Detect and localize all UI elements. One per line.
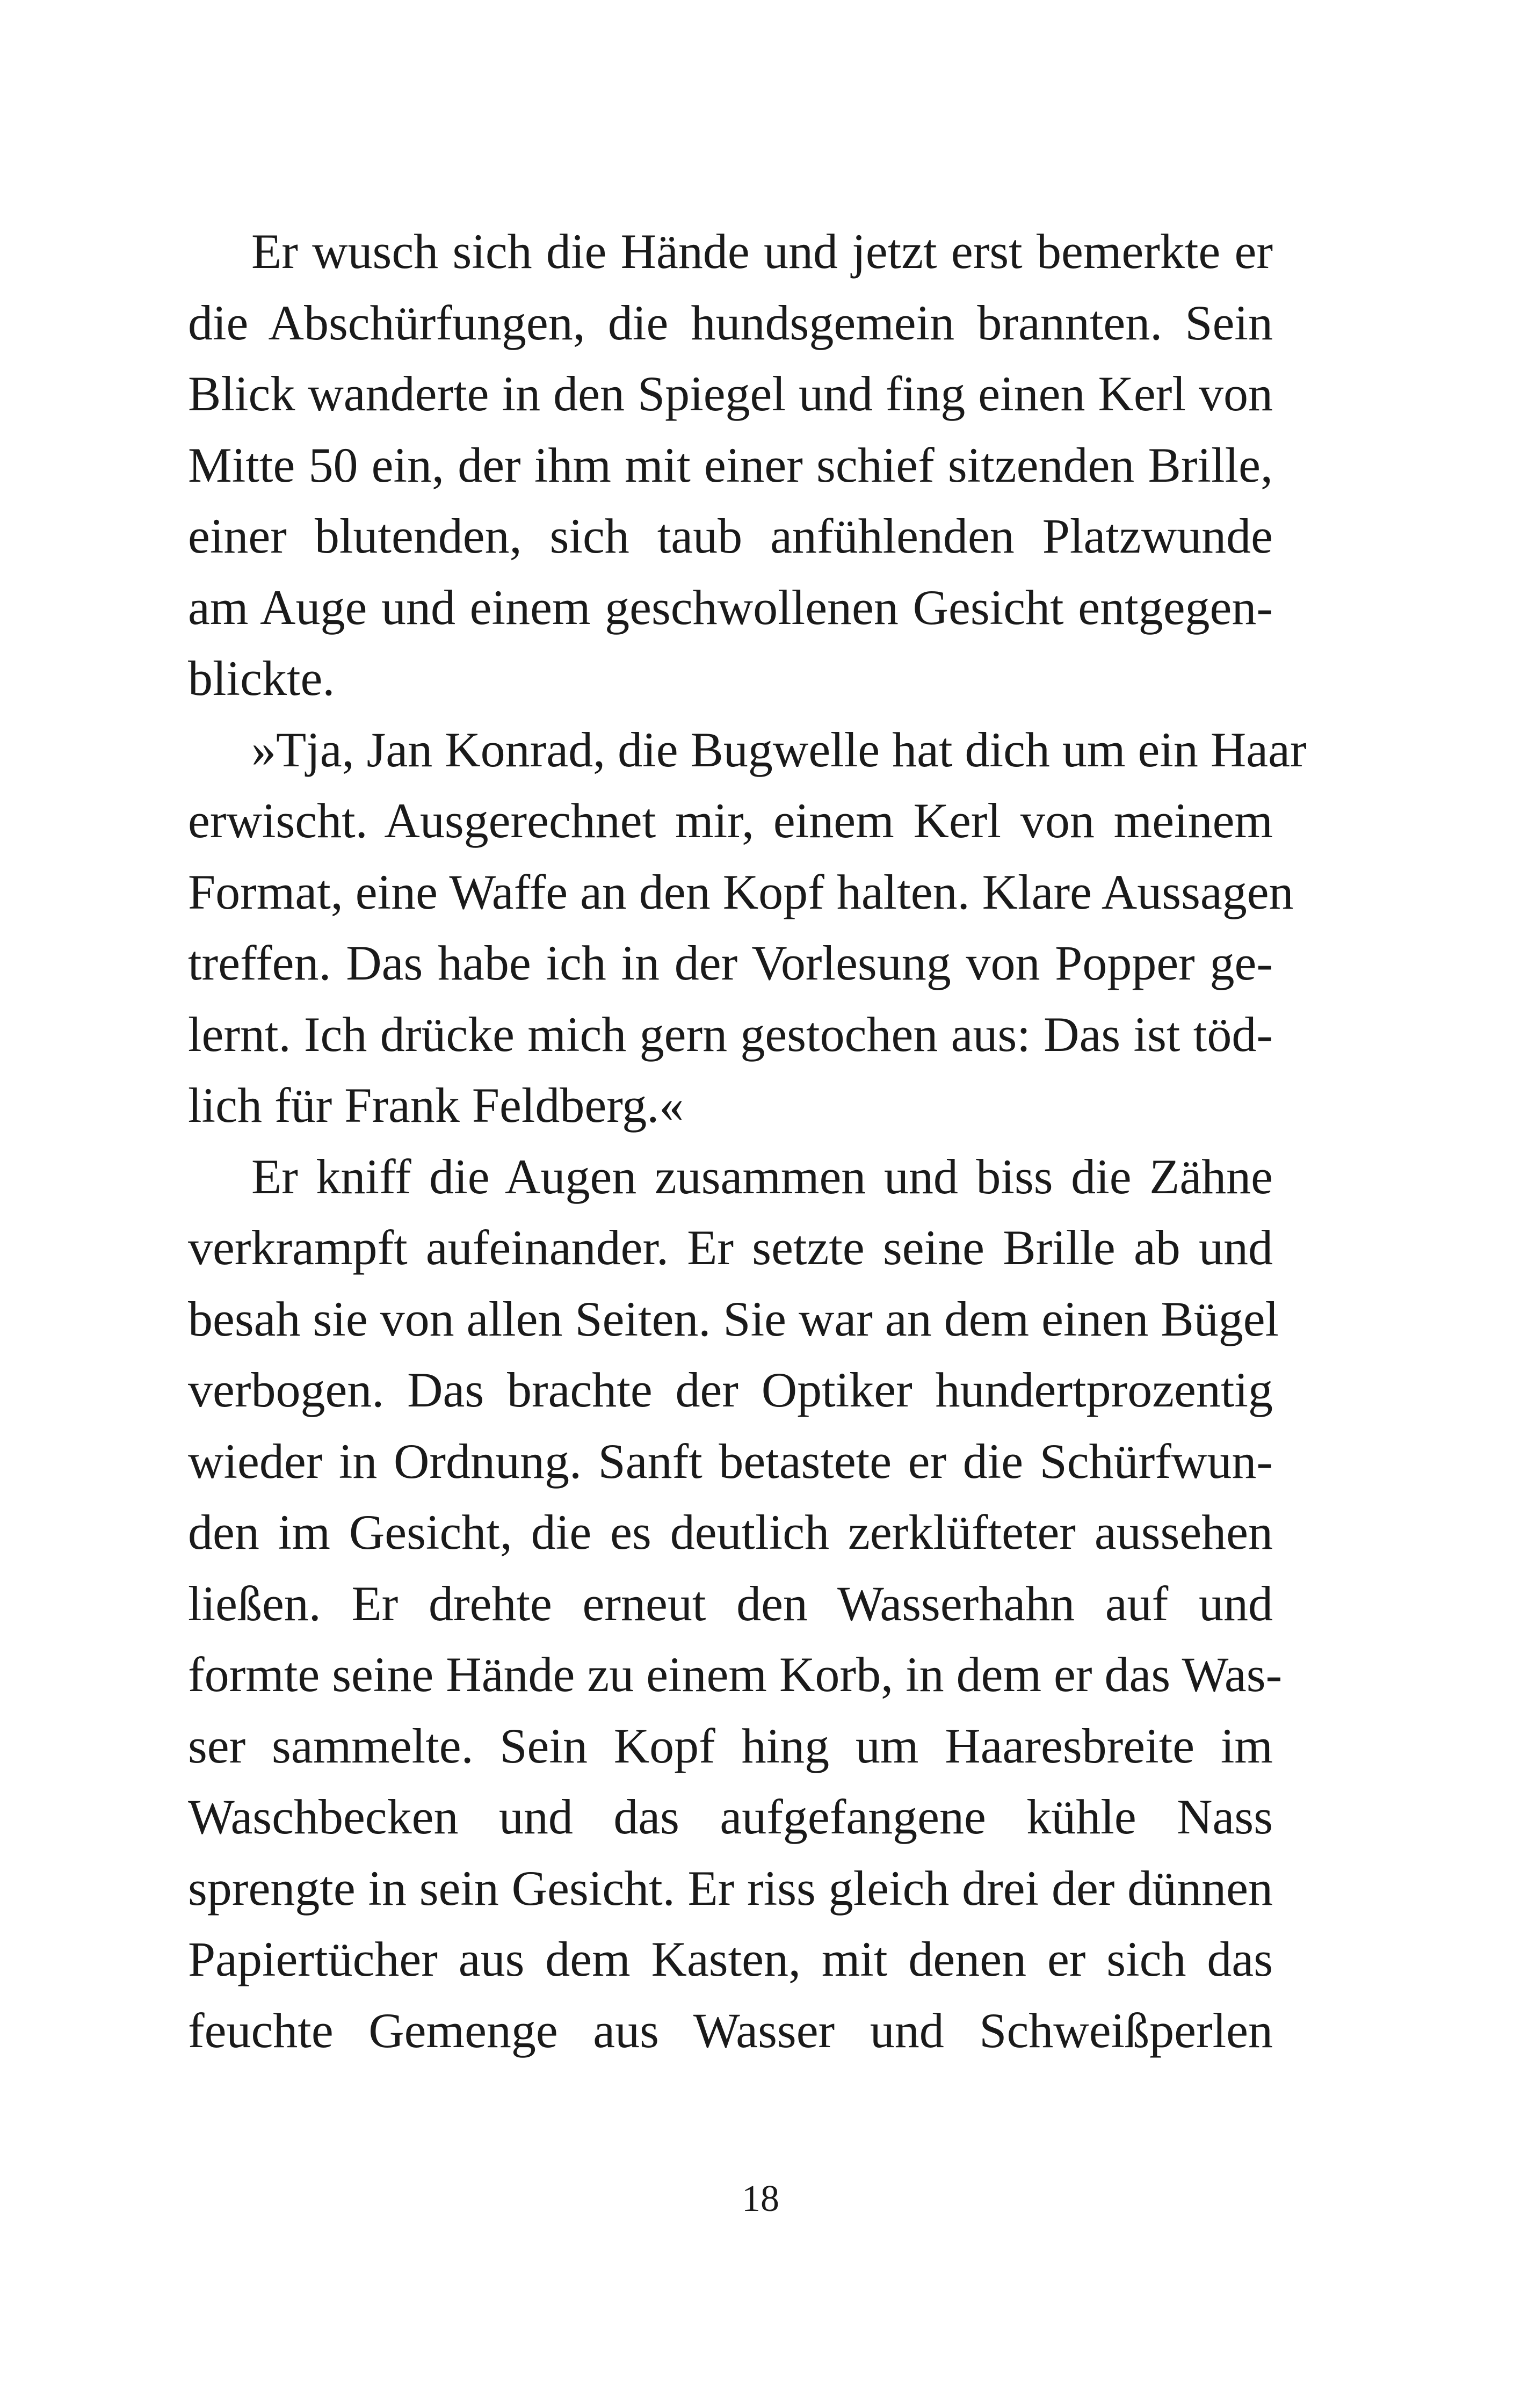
paragraph-1-line-4: Mitte 50 ein, der ihm mit einer schief sitzenden Brille,: [188, 437, 1273, 492]
paragraph-3-line-5: wieder in Ordnung. Sanft betastete er die Schürfwun-: [188, 1433, 1273, 1489]
paragraph-3-line-1: Er kniff die Augen zusammen und biss die Zähne: [251, 1149, 1273, 1204]
paragraph-3-line-9: ser sammelte. Sein Kopf hing um Haaresbreite im: [188, 1718, 1273, 1773]
paragraph-3-line-2: verkrampft aufeinander. Er setzte seine Brille ab und: [188, 1220, 1273, 1275]
paragraph-1-line-7: blickte.: [188, 651, 335, 706]
paragraph-3-line-3: besah sie von allen Seiten. Sie war an dem einen Bügel: [188, 1291, 1279, 1346]
paragraph-2-line-5: lernt. Ich drücke mich gern gestochen aus: Das ist töd-: [188, 1006, 1273, 1062]
paragraph-2-line-6: lich für Frank Feldberg.«: [188, 1078, 684, 1133]
body-text: [188, 216, 1307, 2066]
paragraph-3-line-11: sprengte in sein Gesicht. Er riss gleich drei der dünnen: [188, 1860, 1273, 1916]
paragraph-3-line-8: formte seine Hände zu einem Korb, in dem er das Was-: [188, 1647, 1283, 1702]
page-number: 18: [742, 2178, 779, 2220]
paragraph-3-line-4: verbogen. Das brachte der Optiker hundertprozentig: [188, 1362, 1273, 1417]
paragraph-2-line-3: Format, eine Waffe an den Kopf halten. Klare Aussagen: [188, 864, 1294, 919]
paragraph-1-line-1: Er wusch sich die Hände und jetzt erst bemerkte er: [251, 224, 1273, 279]
paragraph-2-line-4: treffen. Das habe ich in der Vorlesung von Popper ge-: [188, 935, 1273, 990]
paragraph-1-line-3: Blick wanderte in den Spiegel und fing einen Kerl von: [188, 366, 1273, 421]
paragraph-1-line-5: einer blutenden, sich taub anfühlenden Platzwunde: [188, 509, 1273, 563]
paragraph-3-line-7: ließen. Er drehte erneut den Wasserhahn auf und: [188, 1576, 1273, 1631]
paragraph-3-line-12: Papiertücher aus dem Kasten, mit denen er sich das: [188, 1932, 1273, 1986]
paragraph-1-line-2: die Abschürfungen, die hundsgemein brannten. Sein: [188, 295, 1273, 350]
paragraph-1-line-6: am Auge und einem geschwollenen Gesicht entgegen-: [188, 579, 1273, 635]
paragraph-3-line-10: Waschbecken und das aufgefangene kühle Nass: [188, 1789, 1273, 1844]
paragraph-3-line-6: den im Gesicht, die es deutlich zerklüfteter aussehen: [188, 1505, 1273, 1560]
paragraph-3-line-13: feuchte Gemenge aus Wasser und Schweißperlen: [188, 2003, 1273, 2058]
paragraph-2-line-2: erwischt. Ausgerechnet mir, einem Kerl von meinem: [188, 793, 1273, 848]
paragraph-2-line-1: »Tja, Jan Konrad, die Bugwelle hat dich um ein Haar: [251, 722, 1307, 777]
